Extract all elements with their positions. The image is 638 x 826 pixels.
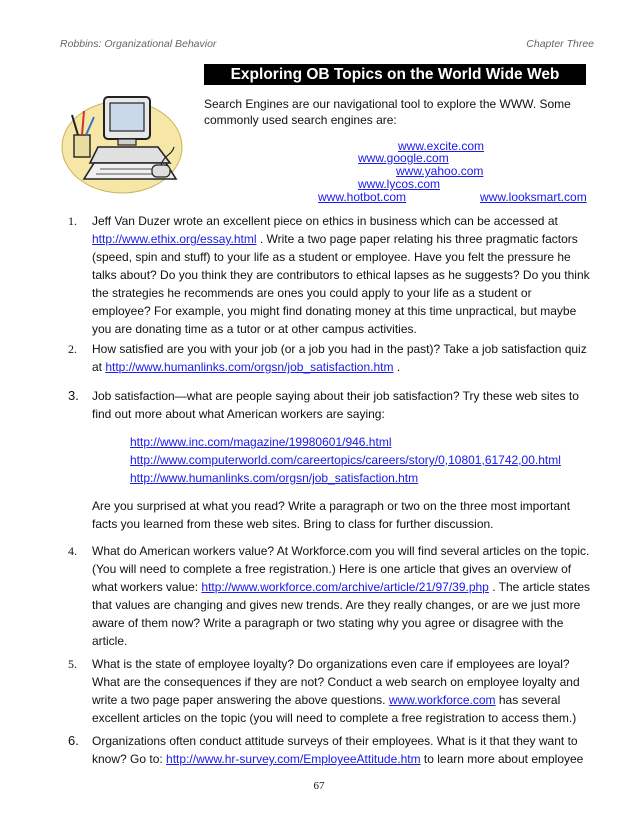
looksmart-link[interactable]: www.looksmart.com — [480, 190, 587, 204]
yahoo-link[interactable]: www.yahoo.com — [396, 164, 484, 178]
item-number: 3. — [68, 388, 79, 403]
item-text: What is the state of employee loyalty? Do organizations even care if employees are loyal? What are the consequences if they are not? Conduct a web search on employee loyalty and write a two page paper answering the above questions. — [92, 657, 580, 707]
list-item-5 — [68, 655, 592, 727]
hotbot-link[interactable]: www.hotbot.com — [318, 190, 407, 204]
list-item-3 — [68, 387, 592, 533]
computerworld-link[interactable]: http://www.computerworld.com/careertopics/careers/story/0,10801,61742,00.html — [130, 453, 561, 467]
running-header-left: Robbins: Organizational Behavior — [60, 38, 217, 50]
humanlinks-link[interactable]: http://www.humanlinks.com/orgsn/job_satisfaction.htm — [130, 471, 419, 485]
running-header-right: Chapter Three — [526, 38, 594, 50]
inc-magazine-link[interactable]: http://www.inc.com/magazine/19980601/946.html — [130, 435, 392, 449]
item-text: Jeff Van Duzer wrote an excellent piece on ethics in business which can be accessed at — [92, 214, 558, 228]
list-item-1 — [68, 212, 592, 338]
excite-link[interactable]: www.excite.com — [398, 139, 485, 153]
item-text: . The article states that values are changing and gives new trends. Are they really changes, or are we just more aware of them now? Write a paragraph or two stating why you agree or disagree with the article. — [92, 580, 591, 648]
item-text: What do American workers value? At Workforce.com you will find several articles on the topic. (You will need to complete a free registration.) Here is one article that gives an overview of what workers value: — [92, 544, 590, 594]
page-number: 67 — [313, 780, 325, 792]
item-number: 5. — [68, 657, 77, 671]
list-item-2 — [68, 340, 592, 376]
google-link[interactable]: www.google.com — [358, 151, 449, 165]
list-item-4 — [68, 542, 592, 650]
ethix-essay-link[interactable]: http://www.ethix.org/essay.html — [92, 232, 257, 246]
page-title: Exploring OB Topics on the World Wide Web — [204, 64, 586, 85]
workforce-article-link[interactable]: http://www.workforce.com/archive/article/21/97/39.php — [201, 580, 489, 594]
item-text: Organizations often conduct attitude surveys of their employees. What is it that they want to know? Go to: — [92, 734, 578, 766]
job-satisfaction-links — [130, 433, 592, 487]
job-satisfaction-quiz-link[interactable]: http://www.humanlinks.com/orgsn/job_satisfaction.htm — [105, 360, 394, 374]
item-number: 2. — [68, 342, 77, 356]
item-number: 4. — [68, 544, 77, 558]
item-text: Job satisfaction—what are people saying about their job satisfaction? Try these web sites to find out more about what American workers are saying: — [92, 389, 579, 421]
item-number: 6. — [68, 733, 79, 748]
workforce-link[interactable]: www.workforce.com — [388, 693, 496, 707]
item-text: . — [393, 360, 401, 374]
item-number: 1. — [68, 214, 77, 228]
intro-paragraph: Search Engines are our navigational tool to explore the WWW. Some commonly used search engines are: — [204, 97, 571, 127]
item-text: has several excellent articles on the topic (you will need to complete a free registration to access them.) — [92, 693, 577, 725]
item-text: . Write a two page paper relating his three pragmatic factors (speed, spin and stuff) to your life as a student or employee. Have you felt the pressure he talks about? Do you think they are contributors to ethical lapses as he suggests? Do you think the strategies he recommends are ones you could apply to your life as a student or employee? For example, you might find donating money at this time unpractical, but maybe you are donating time as a tutor or at other campus activities. — [92, 232, 590, 336]
list-item-6 — [68, 732, 592, 768]
item-followup: Are you surprised at what you read? Write a paragraph or two on the three most important facts you learned from these web sites. Bring to class for further discussion. — [92, 499, 571, 531]
item-text: to learn more about employee — [420, 752, 584, 766]
hr-survey-link[interactable]: http://www.hr-survey.com/EmployeeAttitude.htm — [166, 752, 421, 766]
item-text: How satisfied are you with your job (or a job you had in the past)? Take a job satisfaction quiz at — [92, 342, 587, 374]
computer-clipart — [60, 75, 190, 200]
lycos-link[interactable]: www.lycos.com — [358, 177, 441, 191]
